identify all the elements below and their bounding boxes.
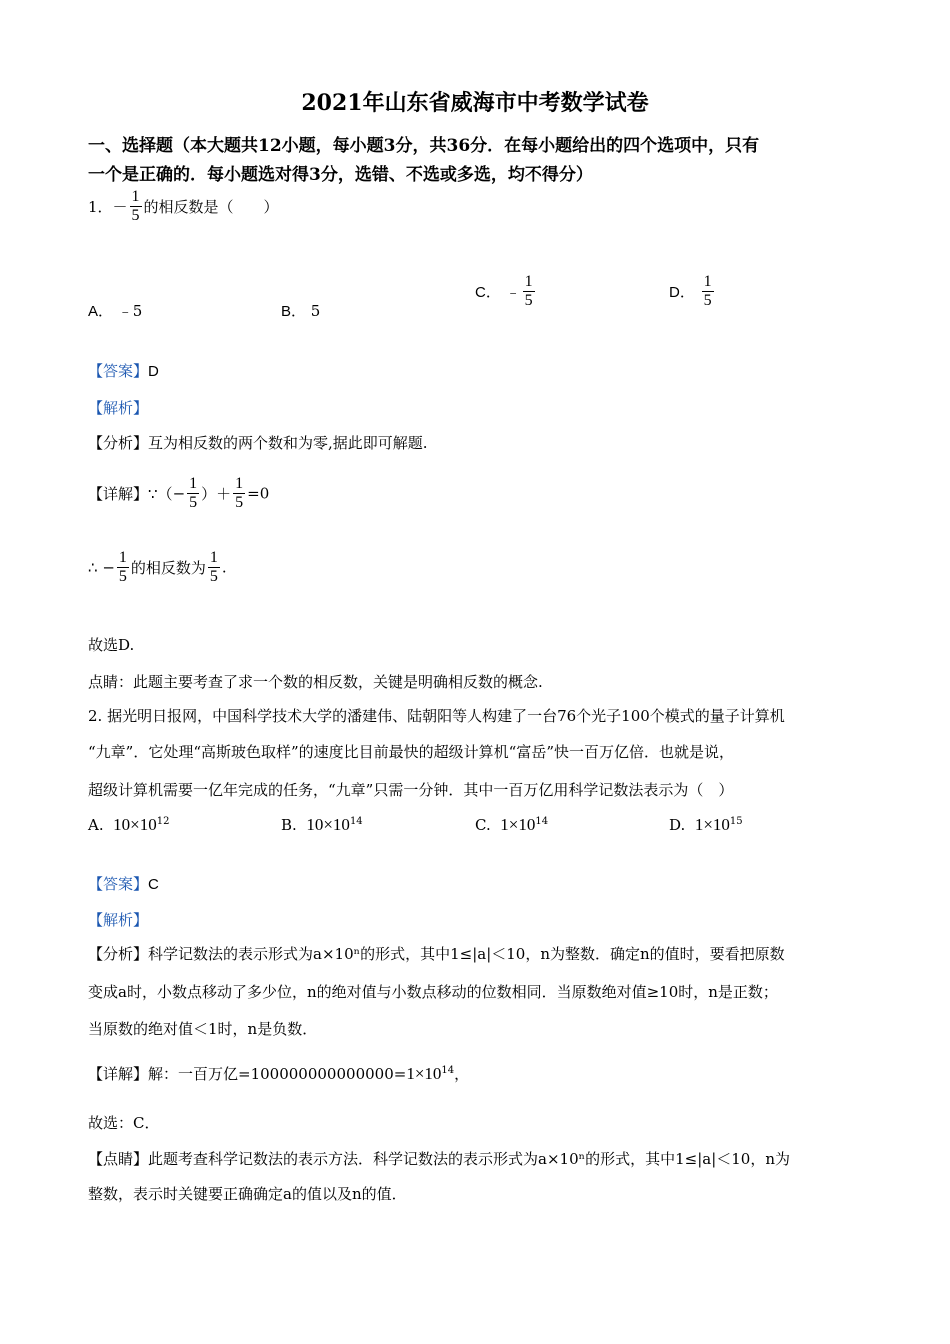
q1-option-a: A． ﹣5 <box>88 302 143 320</box>
q2-stem-line-2: “九章”．它处理“高斯玻色取样”的速度比目前最快的超级计算机“富岳”快一百万亿倍．也就是说， <box>88 743 735 761</box>
q2-fenxi-line-1: 【分析】科学记数法的表示形式为a×10ⁿ的形式，其中1≤|a|＜10，n为整数．确定n的值时，要看把原数 <box>88 945 785 963</box>
q2-dianjing-line-2: 整数，表示时关键要正确确定a的值以及n的值． <box>88 1185 407 1203</box>
q1-answer: 【答案】D <box>88 363 159 380</box>
q1-stem-fraction: $\frac{1}{5}$ <box>131 188 140 224</box>
q1-option-c-fraction: $\frac{1}{5}$ <box>524 273 533 309</box>
q2-stem-line-3: 超级计算机需要一亿年完成的任务，“九章”只需一分钟．其中一百万亿用科学记数法表示为（ ） <box>88 781 734 799</box>
q1-analysis-tag: 【解析】 <box>88 400 149 417</box>
q2-answer: 【答案】C <box>88 876 159 893</box>
q1-comment: 点睛：此题主要考查了求一个数的相反数，关键是明确相反数的概念. <box>88 673 543 691</box>
q1-stem <box>88 188 279 225</box>
q2-fenxi-line-3: 当原数的绝对值＜1时，n是负数． <box>88 1020 318 1038</box>
q2-option-d: D. $1\times 10^{15}$ <box>669 815 743 834</box>
q1-therefore-fraction-2: $\frac{1}{5}$ <box>209 549 218 585</box>
q2-dianjing-line-1: 【点睛】此题考查科学记数法的表示方法．科学记数法的表示形式为a×10ⁿ的形式，其中1≤|a|＜10，n为 <box>88 1150 791 1168</box>
q2-option-a: A. $10\times 10^{12}$ <box>88 815 170 834</box>
q1-fenxi: 【分析】互为相反数的两个数和为零,据此即可解题. <box>88 434 428 452</box>
q1-detail-fraction-1: $\frac{1}{5}$ <box>189 475 198 511</box>
q1-option-b: B． 5 <box>281 302 321 320</box>
section-heading-line-2: 一个是正确的．每小题选对得3分，选错、不选或多选，均不得分） <box>88 165 593 185</box>
q2-option-b: B. $10\times 10^{14}$ <box>281 815 363 834</box>
q2-stem-line-1: 2. 据光明日报网，中国科学技术大学的潘建伟、陆朝阳等人构建了一台76个光子100个模式的量子计算机 <box>88 707 785 725</box>
q2-option-c: C. $1\times 10^{14}$ <box>475 815 549 834</box>
q1-option-d-fraction: $\frac{1}{5}$ <box>703 273 712 309</box>
q1-therefore: ∴ − $\frac{1}{5}$ 的相反数为 $\frac{1}{5}$ . <box>88 549 227 585</box>
q2-analysis-tag: 【解析】 <box>88 912 149 929</box>
q1-detail: 【详解】∵（− $\frac{1}{5}$ ）＋ $\frac{1}{5}$ =0 <box>88 475 270 511</box>
q1-detail-fraction-2: $\frac{1}{5}$ <box>235 475 244 511</box>
q1-number: 1．－ <box>88 198 128 216</box>
q1-stem-tail: 的相反数是（ ） <box>143 198 279 216</box>
q2-conclusion: 故选：C． <box>88 1114 160 1132</box>
q2-fenxi-line-2: 变成a时，小数点移动了多少位，n的绝对值与小数点移动的位数相同．当原数绝对值≥10时，n是正数； <box>88 983 778 1001</box>
q1-option-d: D． $\frac{1}{5}$ <box>669 273 712 309</box>
page-title: 2021年山东省威海市中考数学试卷 <box>301 90 649 116</box>
q2-detail: 【详解】解：一百万亿$=100000000000000=1\times 10^{14}$， <box>88 1064 470 1083</box>
q1-conclusion: 故选D. <box>88 636 135 654</box>
section-heading-line-1: 一、选择题（本大题共12小题，每小题3分，共36分．在每小题给出的四个选项中，只有 <box>88 136 760 156</box>
q1-option-c: C． ﹣ $\frac{1}{5}$ <box>475 273 533 309</box>
q1-therefore-fraction-1: $\frac{1}{5}$ <box>118 549 127 585</box>
